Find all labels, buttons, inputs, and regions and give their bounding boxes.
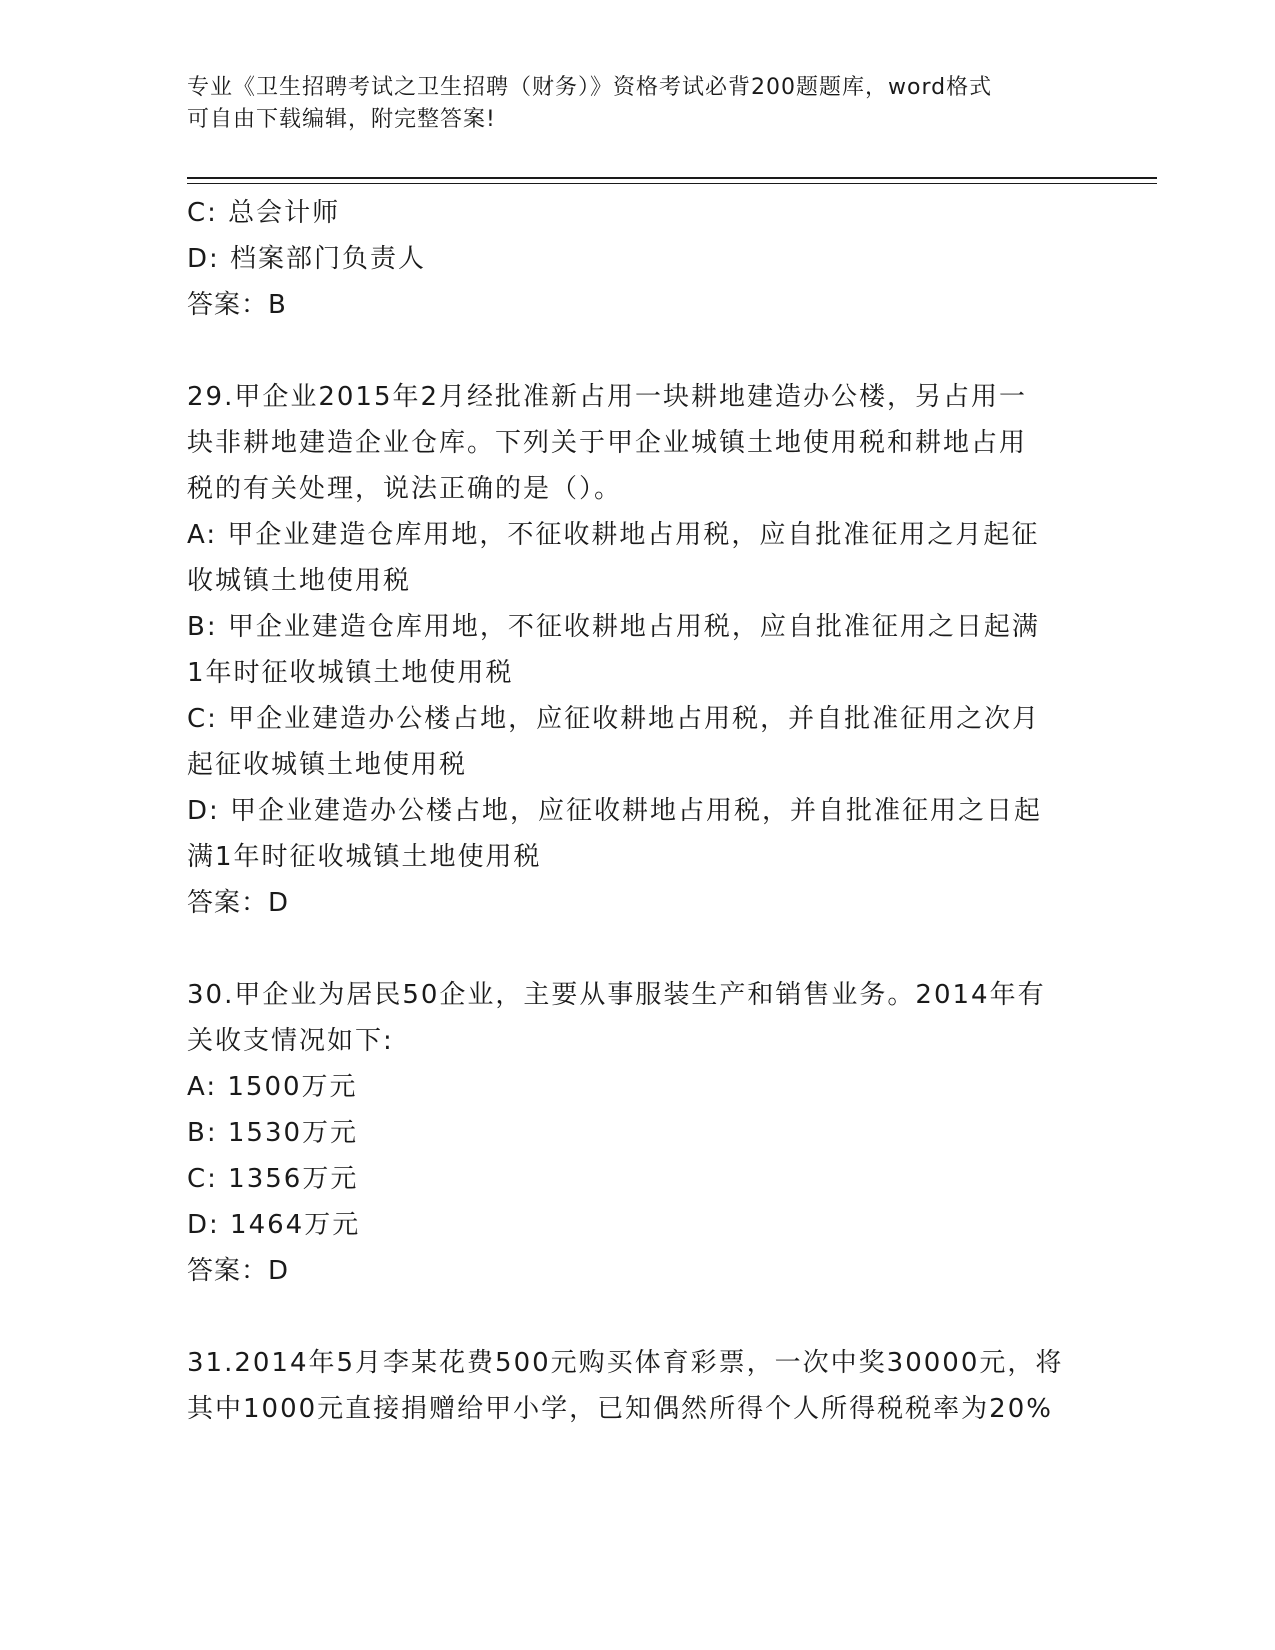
question-stem-line: 30.甲企业为居民50企业，主要从事服装生产和销售业务。2014年有 <box>187 980 1046 1010</box>
question-29 <box>187 374 1087 926</box>
question-stem-line: 29.甲企业2015年2月经批准新占用一块耕地建造办公楼，另占用一 <box>187 382 1028 412</box>
question-stem-line: 31.2014年5月李某花费500元购买体育彩票，一次中奖30000元，将 <box>187 1348 1064 1378</box>
option-a: A: 甲企业建造仓库用地，不征收耕地占用税，应自批准征用之月起征 <box>187 520 1040 550</box>
option-c: C: 甲企业建造办公楼占地，应征收耕地占用税，并自批准征用之次月 <box>187 704 1041 734</box>
header-divider-thick <box>187 177 1157 179</box>
spacer <box>187 926 1087 972</box>
option-a-continued: 收城镇土地使用税 <box>187 566 412 596</box>
question-31 <box>187 1340 1087 1432</box>
option-c-continued: 起征收城镇土地使用税 <box>187 750 468 780</box>
option-b: B: 甲企业建造仓库用地，不征收耕地占用税，应自批准征用之日起满 <box>187 612 1040 642</box>
option-d-continued: 满1年时征收城镇土地使用税 <box>187 842 542 872</box>
question-stem-line: 块非耕地建造企业仓库。下列关于甲企业城镇土地使用税和耕地占用 <box>187 428 1028 458</box>
question-stem-line: 关收支情况如下: <box>187 1026 394 1056</box>
header-title-line-1: 专业《卫生招聘考试之卫生招聘（财务）》资格考试必背200题题库，word格式 <box>187 75 993 100</box>
question-stem-line: 税的有关处理，说法正确的是（）。 <box>187 474 623 504</box>
option-d: D: 档案部门负责人 <box>187 244 427 274</box>
document-body <box>187 190 1087 1432</box>
question-stem-line: 其中1000元直接捐赠给甲小学，已知偶然所得个人所得税税率为20% <box>187 1394 1053 1424</box>
document-header <box>187 72 1087 136</box>
option-a: A: 1500万元 <box>187 1072 358 1102</box>
option-d: D: 1464万元 <box>187 1210 361 1240</box>
answer-line: 答案：D <box>187 1256 290 1286</box>
question-30 <box>187 972 1087 1294</box>
option-d: D: 甲企业建造办公楼占地，应征收耕地占用税，并自批准征用之日起 <box>187 796 1043 826</box>
option-b: B: 1530万元 <box>187 1118 359 1148</box>
option-c: C: 1356万元 <box>187 1164 359 1194</box>
option-c: C: 总会计师 <box>187 198 341 228</box>
option-b-continued: 1年时征收城镇土地使用税 <box>187 658 514 688</box>
answer-line: 答案：B <box>187 290 287 320</box>
spacer <box>187 1294 1087 1340</box>
header-divider-thin <box>187 183 1157 184</box>
answer-line: 答案：D <box>187 888 290 918</box>
question-28-tail <box>187 190 1087 328</box>
spacer <box>187 328 1087 374</box>
header-title-line-2: 可自由下载编辑，附完整答案! <box>187 107 496 132</box>
